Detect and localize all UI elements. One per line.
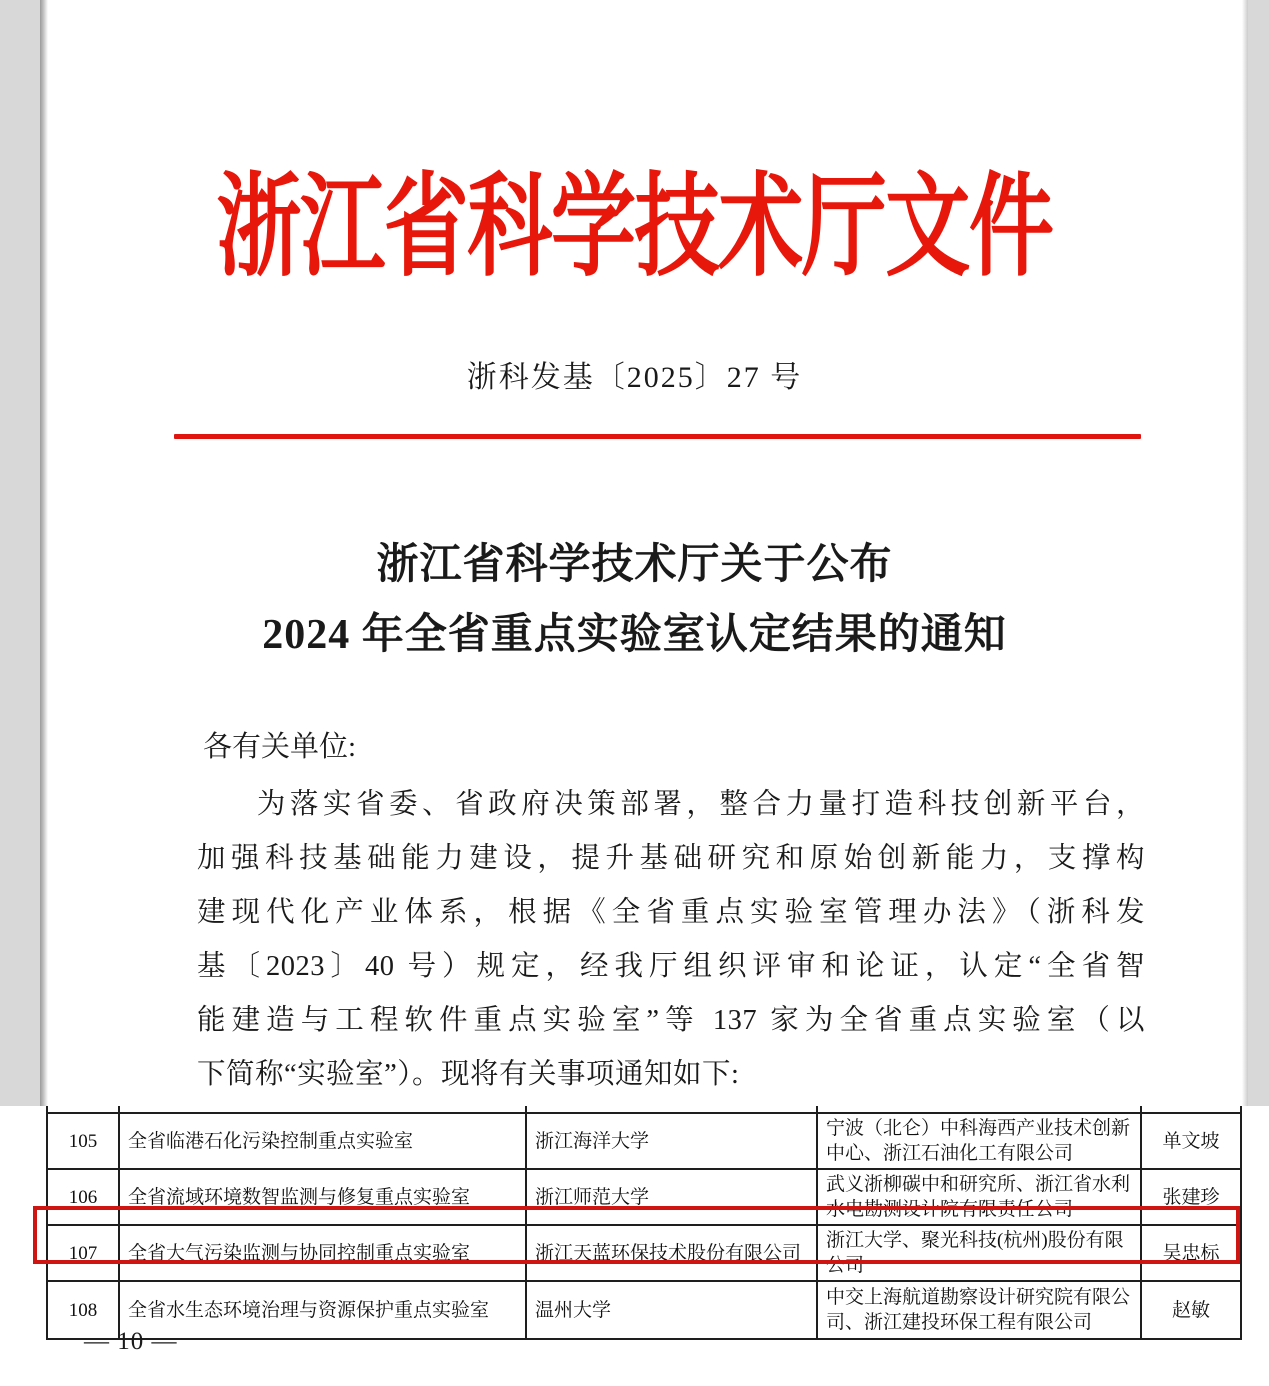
body-line: 下简称“实验室”）。现将有关事项通知如下:: [197, 1059, 740, 1090]
cell-number: 107: [47, 1225, 119, 1281]
salutation: 各有关单位:: [203, 731, 357, 763]
cell-number: 108: [47, 1281, 119, 1339]
cell-lab-name: 全省水生态环境治理与资源保护重点实验室: [119, 1281, 526, 1339]
cell-host-unit: 温州大学: [526, 1281, 817, 1339]
notice-body: [197, 778, 1145, 1102]
cell-number: 106: [47, 1169, 119, 1225]
notice-title-line2: 2024 年全省重点实验室认定结果的通知: [262, 612, 1007, 658]
table-row: [47, 1113, 1241, 1169]
cell-director: 赵敏: [1141, 1281, 1241, 1339]
body-line: 为落实省委、省政府决策部署，整合力量打造科技创新平台，: [256, 789, 1145, 820]
table-row: [47, 1281, 1241, 1339]
letterhead-red-rule: [174, 434, 1141, 439]
cell-partners: 宁波（北仑）中科海西产业技术创新中心、浙江石油化工有限公司: [817, 1113, 1141, 1169]
cell-host-unit: 浙江海洋大学: [526, 1113, 817, 1169]
body-line: 建现代化产业体系，根据《全省重点实验室管理办法》（浙科发: [197, 897, 1145, 928]
cell-partners: 中交上海航道勘察设计研究院有限公司、浙江建投环保工程有限公司: [817, 1281, 1141, 1339]
cell-partners: 武义浙柳碳中和研究所、浙江省水利水电勘测设计院有限责任公司: [817, 1169, 1141, 1225]
body-line: 基〔2023〕40 号）规定，经我厅组织评审和论证，认定“全省智: [197, 951, 1145, 982]
table-row-partial: [47, 1106, 1241, 1113]
notice-title-line1: 浙江省科学技术厅关于公布: [376, 542, 893, 588]
cell-director: 吴忠标: [1141, 1225, 1241, 1281]
body-line: 加强科技基础能力建设，提升基础研究和原始创新能力，支撑构: [197, 843, 1145, 874]
cell-partners: 浙江大学、聚光科技(杭州)股份有限公司: [817, 1225, 1141, 1281]
cell-number: 105: [47, 1113, 119, 1169]
cell-lab-name: 全省流域环境数智监测与修复重点实验室: [119, 1169, 526, 1225]
cell-director: 张建珍: [1141, 1169, 1241, 1225]
annex-table-band: [0, 1106, 1269, 1386]
body-line: 能建造与工程软件重点实验室”等 137 家为全省重点实验室（以: [197, 1005, 1145, 1036]
cell-host-unit: 浙江天蓝环保技术股份有限公司: [526, 1225, 817, 1281]
cell-host-unit: 浙江师范大学: [526, 1169, 817, 1225]
cell-lab-name: 全省临港石化污染控制重点实验室: [119, 1113, 526, 1169]
document-number: 浙科发基〔2025〕27 号: [466, 361, 803, 394]
letterhead-title: 浙江省科学技术厅文件: [216, 166, 1053, 290]
highlight-box-row-107: [33, 1206, 1240, 1264]
cell-lab-name: 全省大气污染监测与协同控制重点实验室: [119, 1225, 526, 1281]
page-number: — 10 —: [84, 1328, 178, 1355]
cell-director: 单文坡: [1141, 1113, 1241, 1169]
